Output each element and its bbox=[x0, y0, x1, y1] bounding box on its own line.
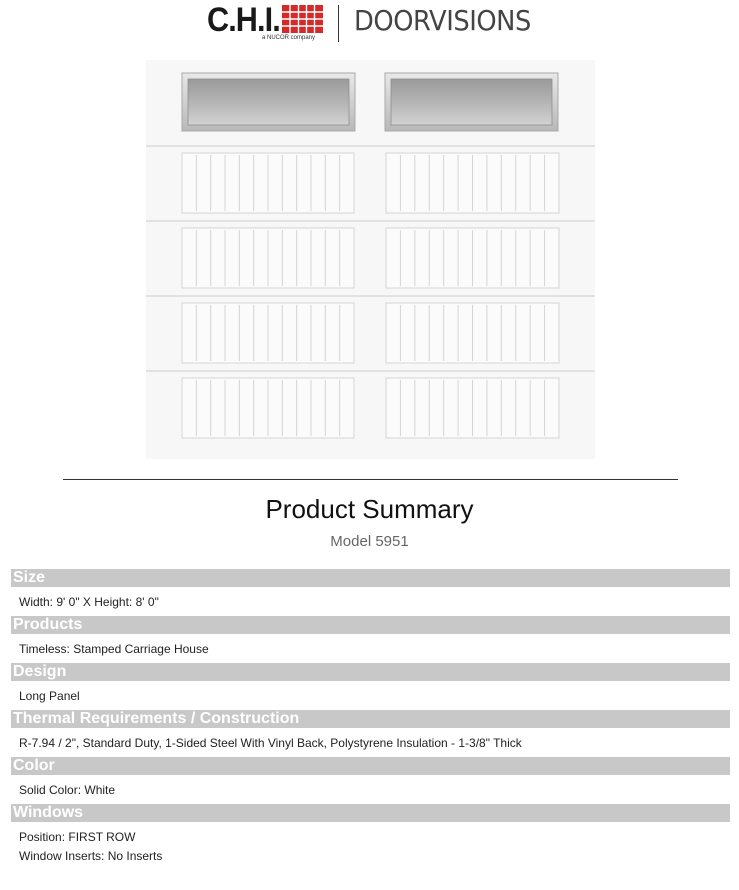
divider-line bbox=[63, 479, 678, 480]
chi-logo-text: C.H.I. bbox=[207, 1, 280, 39]
nucor-subtext: a NUCOR company bbox=[262, 35, 316, 41]
section-heading: Color bbox=[11, 757, 730, 775]
brand-logo bbox=[0, 0, 739, 52]
section-thermal bbox=[11, 710, 730, 751]
section-heading: Windows bbox=[11, 804, 730, 822]
page-title: Product Summary bbox=[265, 494, 474, 524]
doorvisions-wordmark: DOORVISIONS bbox=[354, 4, 531, 37]
section-heading: Design bbox=[11, 663, 730, 681]
chi-red-grid-icon bbox=[282, 5, 323, 33]
section-color bbox=[11, 757, 730, 798]
section-value: R-7.94 / 2", Standard Duty, 1-Sided Steel With Vinyl Back, Polystyrene Insulation - 1-3/8" Thick bbox=[19, 736, 522, 750]
section-value: Position: FIRST ROW bbox=[19, 830, 136, 844]
window-right bbox=[385, 73, 558, 131]
window-left bbox=[182, 73, 355, 131]
section-value: Long Panel bbox=[19, 689, 80, 703]
logo-divider bbox=[338, 5, 339, 42]
section-design bbox=[11, 663, 730, 704]
section-value: Timeless: Stamped Carriage House bbox=[19, 642, 209, 656]
garage-door-image bbox=[146, 60, 595, 459]
section-size bbox=[11, 569, 730, 610]
model-number: Model 5951 bbox=[330, 533, 409, 550]
spec-sections bbox=[11, 569, 730, 868]
section-products bbox=[11, 616, 730, 657]
section-windows bbox=[11, 804, 730, 868]
section-heading: Size bbox=[11, 569, 730, 587]
section-value: Solid Color: White bbox=[19, 783, 116, 797]
section-value: Width: 9' 0" X Height: 8' 0" bbox=[19, 595, 159, 609]
section-heading: Products bbox=[11, 616, 730, 634]
section-value: Window Inserts: No Inserts bbox=[19, 849, 163, 863]
section-heading: Thermal Requirements / Construction bbox=[11, 710, 730, 728]
